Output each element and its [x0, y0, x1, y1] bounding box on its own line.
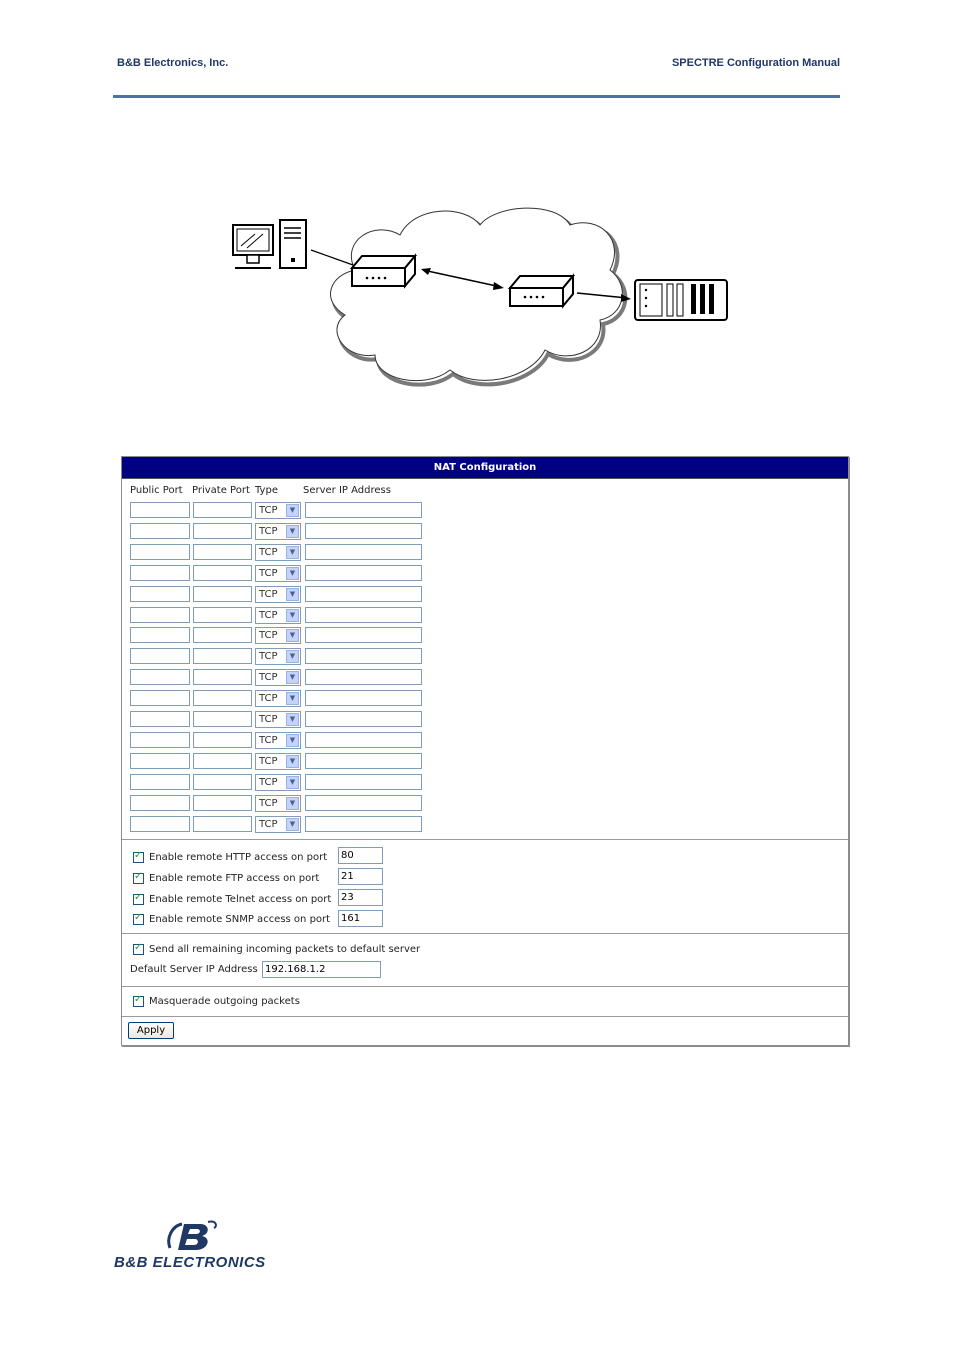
public-port-input[interactable]: [130, 816, 190, 832]
public-port-input[interactable]: [130, 586, 190, 602]
company-logo: [114, 1218, 314, 1276]
server-ip-input[interactable]: [305, 795, 422, 811]
chevron-down-icon[interactable]: ▼: [286, 755, 299, 768]
chevron-down-icon[interactable]: ▼: [286, 671, 299, 684]
type-select[interactable]: [255, 669, 301, 686]
http-label: Enable remote HTTP access on port: [149, 851, 328, 863]
type-select[interactable]: [255, 523, 301, 540]
chevron-down-icon[interactable]: ▼: [286, 588, 299, 601]
col-public-port: Public Port: [130, 485, 183, 496]
type-value: TCP: [259, 505, 278, 516]
telnet-label: Enable remote Telnet access on port: [149, 893, 332, 905]
type-select[interactable]: [255, 732, 301, 749]
computer-icon: [233, 220, 306, 268]
type-value: TCP: [259, 609, 278, 621]
public-port-input[interactable]: [130, 690, 190, 706]
apply-section: [122, 1017, 848, 1047]
public-port-input[interactable]: [130, 711, 190, 727]
chevron-down-icon[interactable]: ▼: [286, 818, 299, 831]
server-ip-input[interactable]: [305, 523, 422, 539]
server-ip-input[interactable]: [305, 586, 422, 602]
snmp-checkbox[interactable]: [133, 914, 144, 925]
logo-text: B&B ELECTRONICS: [114, 1254, 266, 1271]
apply-button[interactable]: Apply: [128, 1022, 174, 1039]
router-icon: [352, 256, 415, 286]
public-port-input[interactable]: [130, 753, 190, 769]
col-private-port: Private Port: [192, 485, 250, 496]
type-select[interactable]: [255, 753, 301, 770]
private-port-input[interactable]: [193, 627, 252, 643]
type-value: TCP: [259, 525, 278, 537]
chevron-down-icon[interactable]: ▼: [286, 734, 299, 747]
company-name: B&B Electronics, Inc.: [117, 57, 229, 69]
private-port-input[interactable]: [193, 774, 252, 790]
telnet-access-option[interactable]: [133, 891, 331, 907]
ftp-checkbox[interactable]: [133, 873, 144, 884]
private-port-input[interactable]: [193, 502, 252, 518]
public-port-input[interactable]: [130, 502, 190, 518]
private-port-input[interactable]: [193, 544, 252, 560]
type-value: TCP: [259, 693, 278, 705]
chevron-down-icon[interactable]: ▼: [286, 776, 299, 789]
server-ip-input[interactable]: [305, 711, 422, 727]
col-type: Type: [255, 485, 278, 496]
masquerade-label: Masquerade outgoing packets: [149, 995, 300, 1007]
public-port-input[interactable]: [130, 565, 190, 581]
snmp-port-input[interactable]: 161: [338, 910, 383, 927]
type-value: TCP: [259, 714, 278, 725]
type-value: TCP: [259, 755, 278, 767]
private-port-input[interactable]: [193, 565, 252, 581]
ftp-label: Enable remote FTP access on port: [149, 872, 320, 884]
http-port-input[interactable]: 80: [338, 847, 383, 864]
default-server-ip-label: Default Server IP Address: [130, 964, 258, 975]
server-ip-input[interactable]: [305, 753, 422, 769]
ftp-port-input[interactable]: 21: [338, 868, 383, 885]
snmp-access-option[interactable]: [133, 911, 330, 927]
server-ip-input[interactable]: [305, 544, 422, 560]
ftp-access-option[interactable]: [133, 870, 319, 886]
server-ip-input[interactable]: [305, 607, 422, 623]
chevron-down-icon[interactable]: ▼: [286, 629, 299, 642]
nat-configuration-panel: [121, 456, 849, 1046]
private-port-input[interactable]: [193, 523, 252, 539]
type-value: TCP: [259, 567, 278, 579]
private-port-input[interactable]: [193, 648, 252, 664]
private-port-input[interactable]: [193, 753, 252, 769]
panel-title: NAT Configuration: [122, 457, 848, 479]
private-port-input[interactable]: [193, 816, 252, 832]
chevron-down-icon[interactable]: ▼: [286, 504, 299, 517]
pc-link: [311, 250, 353, 265]
b-logo-icon: [164, 1218, 224, 1254]
type-select[interactable]: [255, 502, 301, 519]
server-ip-input[interactable]: [305, 816, 422, 832]
chevron-down-icon[interactable]: ▼: [286, 546, 299, 559]
type-value: TCP: [259, 588, 278, 600]
type-select[interactable]: [255, 627, 301, 644]
server-ip-input[interactable]: [305, 774, 422, 790]
type-select[interactable]: [255, 607, 301, 624]
type-select[interactable]: [255, 565, 301, 582]
type-value: TCP: [259, 546, 278, 558]
router-icon: [510, 276, 573, 306]
public-port-input[interactable]: [130, 732, 190, 748]
telnet-port-input[interactable]: 23: [338, 889, 383, 906]
public-port-input[interactable]: [130, 544, 190, 560]
type-value: TCP: [259, 776, 278, 788]
private-port-input[interactable]: [193, 607, 252, 623]
chevron-down-icon[interactable]: ▼: [286, 713, 299, 726]
type-select[interactable]: [255, 774, 301, 791]
type-value: TCP: [259, 797, 278, 809]
send-default-option[interactable]: [133, 941, 420, 957]
type-value: TCP: [259, 818, 278, 830]
public-port-input[interactable]: [130, 774, 190, 790]
type-value: TCP: [259, 630, 278, 642]
masquerade-option[interactable]: [133, 993, 300, 1009]
remote-access-section: [122, 840, 848, 934]
type-select[interactable]: [255, 586, 301, 603]
send-default-label: Send all remaining incoming packets to default server: [149, 943, 421, 955]
header-rule: [113, 95, 840, 98]
public-port-input[interactable]: [130, 669, 190, 685]
public-port-input[interactable]: [130, 627, 190, 643]
type-select[interactable]: [255, 816, 301, 833]
chevron-down-icon[interactable]: ▼: [286, 525, 299, 538]
type-value: TCP: [259, 672, 278, 684]
chevron-down-icon[interactable]: ▼: [286, 609, 299, 622]
chevron-down-icon[interactable]: ▼: [286, 797, 299, 810]
snmp-label: Enable remote SNMP access on port: [149, 913, 331, 925]
telnet-checkbox[interactable]: [133, 894, 144, 905]
type-select[interactable]: [255, 795, 301, 812]
port-forwarding-table: [122, 479, 848, 840]
server-ip-input[interactable]: [305, 648, 422, 664]
plc-icon: [635, 280, 727, 320]
type-value: TCP: [259, 651, 278, 663]
http-access-option[interactable]: [133, 849, 327, 865]
type-select[interactable]: [255, 544, 301, 561]
type-value: TCP: [259, 734, 278, 746]
chevron-down-icon[interactable]: ▼: [286, 650, 299, 663]
manual-title: SPECTRE Configuration Manual: [671, 57, 840, 69]
server-ip-input[interactable]: [305, 565, 422, 581]
private-port-input[interactable]: [193, 586, 252, 602]
type-select[interactable]: [255, 648, 301, 665]
server-ip-input[interactable]: [305, 627, 422, 643]
type-select[interactable]: [255, 711, 301, 728]
default-server-ip-input[interactable]: 192.168.1.2: [262, 961, 381, 978]
send-default-checkbox[interactable]: [133, 944, 144, 955]
server-ip-input[interactable]: [305, 732, 422, 748]
public-port-input[interactable]: [130, 795, 190, 811]
server-ip-input[interactable]: [305, 669, 422, 685]
type-select[interactable]: [255, 690, 301, 707]
masquerade-checkbox[interactable]: [133, 996, 144, 1007]
col-server-ip: Server IP Address: [303, 485, 391, 496]
network-diagram: [225, 200, 745, 400]
private-port-input[interactable]: [193, 732, 252, 748]
masquerade-section: [122, 987, 848, 1017]
private-port-input[interactable]: [193, 669, 252, 685]
public-port-input[interactable]: [130, 607, 190, 623]
cloud-icon: [331, 208, 626, 385]
public-port-input[interactable]: [130, 648, 190, 664]
private-port-input[interactable]: [193, 795, 252, 811]
server-ip-input[interactable]: [305, 690, 422, 706]
http-checkbox[interactable]: [133, 852, 144, 863]
public-port-input[interactable]: [130, 523, 190, 539]
private-port-input[interactable]: [193, 711, 252, 727]
default-server-section: [122, 934, 848, 987]
private-port-input[interactable]: [193, 690, 252, 706]
server-ip-input[interactable]: [305, 502, 422, 518]
chevron-down-icon[interactable]: ▼: [286, 692, 299, 705]
chevron-down-icon[interactable]: ▼: [286, 567, 299, 580]
